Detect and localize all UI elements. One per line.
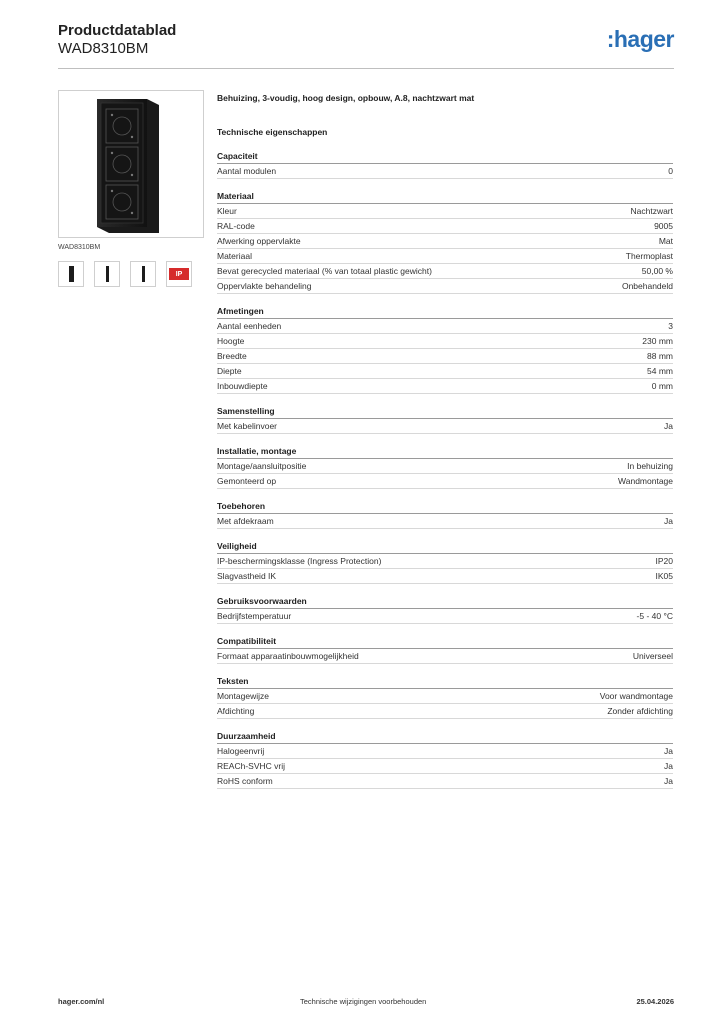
spec-label: Bevat gerecycled materiaal (% van totaal plastic gewicht): [217, 266, 432, 276]
spec-value: 0: [668, 166, 673, 176]
spec-value: 9005: [654, 221, 673, 231]
spec-label: Montagewijze: [217, 691, 269, 701]
spec-row: [217, 219, 673, 234]
spec-value: 3: [668, 321, 673, 331]
spec-value: 50,00 %: [641, 266, 673, 276]
spec-label: IP-beschermingsklasse (Ingress Protection): [217, 556, 382, 566]
spec-section: [217, 499, 673, 529]
thumbnail-ip-rating[interactable]: [166, 261, 192, 287]
spec-section: [217, 729, 673, 789]
spec-row: [217, 234, 673, 249]
footer-date: 25.04.2026: [636, 997, 674, 1006]
spec-row: [217, 334, 673, 349]
spec-label: RoHS conform: [217, 776, 273, 786]
spec-value: Ja: [664, 516, 673, 526]
thumbnail-strip: [58, 261, 204, 287]
spec-value: -5 - 40 °C: [636, 611, 673, 621]
ip-rating-icon: IP: [169, 268, 189, 280]
spec-row: [217, 704, 673, 719]
thumbnail-front[interactable]: [58, 261, 84, 287]
thumbnail-side-2[interactable]: [130, 261, 156, 287]
section-title: Installatie, montage: [217, 444, 673, 459]
page-title: Productdatablad: [58, 22, 177, 39]
spec-label: Montage/aansluitpositie: [217, 461, 307, 471]
spec-value: IP20: [655, 556, 673, 566]
enclosure-image: [59, 91, 203, 237]
spec-label: Formaat apparaatinbouwmogelijkheid: [217, 651, 359, 661]
spec-label: Met kabelinvoer: [217, 421, 278, 431]
section-title: Materiaal: [217, 189, 673, 204]
section-title: Duurzaamheid: [217, 729, 673, 744]
spec-section: [217, 539, 673, 584]
spec-row: [217, 264, 673, 279]
tech-properties-title: Technische eigenschappen: [217, 127, 328, 137]
spec-section: [217, 444, 673, 489]
spec-section: [217, 189, 673, 294]
spec-row: [217, 744, 673, 759]
thumbnail-side[interactable]: [94, 261, 120, 287]
spec-value: 0 mm: [651, 381, 673, 391]
spec-section: [217, 634, 673, 664]
spec-row: [217, 364, 673, 379]
spec-row: [217, 349, 673, 364]
spec-value: 88 mm: [647, 351, 673, 361]
spec-value: Nachtzwart: [630, 206, 673, 216]
spec-row: [217, 514, 673, 529]
spec-label: Slagvastheid IK: [217, 571, 277, 581]
product-media: [58, 90, 204, 287]
footer-website[interactable]: hager.com/nl: [58, 997, 105, 1006]
product-code: WAD8310BM: [58, 40, 149, 57]
section-title: Veiligheid: [217, 539, 673, 554]
spec-value: Ja: [664, 421, 673, 431]
spec-value: Onbehandeld: [621, 281, 673, 291]
spec-value: Wandmontage: [618, 476, 673, 486]
page-header: [58, 22, 674, 69]
spec-row: [217, 649, 673, 664]
spec-row: [217, 609, 673, 624]
spec-row: [217, 379, 673, 394]
spec-label: Afdichting: [217, 706, 255, 716]
spec-section: [217, 674, 673, 719]
spec-label: Halogeenvrij: [217, 746, 265, 756]
side-view-icon: [142, 266, 145, 282]
section-title: Gebruiksvoorwaarden: [217, 594, 673, 609]
section-title: Samenstelling: [217, 404, 673, 419]
spec-section: [217, 304, 673, 394]
spec-label: REACh-SVHC vrij: [217, 761, 286, 771]
spec-label: Breedte: [217, 351, 247, 361]
footer-disclaimer: Technische wijzigingen voorbehouden: [300, 997, 427, 1006]
product-description: Behuizing, 3-voudig, hoog design, opbouw, A.8, nachtzwart mat: [217, 93, 475, 103]
spec-section: [217, 594, 673, 624]
spec-panel: [217, 90, 673, 799]
spec-label: Oppervlakte behandeling: [217, 281, 312, 291]
spec-label: Aantal eenheden: [217, 321, 282, 331]
spec-row: [217, 204, 673, 219]
spec-row: [217, 459, 673, 474]
section-title: Capaciteit: [217, 149, 673, 164]
spec-value: Zonder afdichting: [607, 706, 673, 716]
spec-value: Universeel: [632, 651, 673, 661]
spec-label: Afwerking oppervlakte: [217, 236, 301, 246]
spec-label: Diepte: [217, 366, 242, 376]
spec-label: Gemonteerd op: [217, 476, 277, 486]
spec-row: [217, 554, 673, 569]
side-view-icon: [106, 266, 109, 282]
spec-row: [217, 689, 673, 704]
spec-label: Hoogte: [217, 336, 245, 346]
section-title: Toebehoren: [217, 499, 673, 514]
spec-label: Inbouwdiepte: [217, 381, 268, 391]
spec-row: [217, 759, 673, 774]
spec-section: [217, 149, 673, 179]
spec-value: Ja: [664, 761, 673, 771]
spec-value: Mat: [658, 236, 673, 246]
spec-row: [217, 164, 673, 179]
front-view-icon: [69, 266, 74, 282]
spec-label: Bedrijfstemperatuur: [217, 611, 292, 621]
section-title: Teksten: [217, 674, 673, 689]
spec-value: 230 mm: [642, 336, 673, 346]
section-title: Compatibiliteit: [217, 634, 673, 649]
spec-label: Met afdekraam: [217, 516, 274, 526]
spec-section: [217, 404, 673, 434]
spec-row: [217, 419, 673, 434]
spec-sections: [217, 149, 673, 789]
section-title: Afmetingen: [217, 304, 673, 319]
spec-value: IK05: [655, 571, 673, 581]
spec-label: Kleur: [217, 206, 237, 216]
spec-value: Voor wandmontage: [599, 691, 673, 701]
spec-value: Ja: [664, 746, 673, 756]
spec-label: Aantal modulen: [217, 166, 277, 176]
spec-value: Thermoplast: [625, 251, 673, 261]
spec-row: [217, 319, 673, 334]
spec-row: [217, 774, 673, 789]
spec-row: [217, 279, 673, 294]
spec-value: Ja: [664, 776, 673, 786]
spec-row: [217, 474, 673, 489]
spec-row: [217, 569, 673, 584]
spec-label: Materiaal: [217, 251, 252, 261]
hager-logo: :hager: [606, 26, 674, 52]
spec-value: In behuizing: [627, 461, 673, 471]
spec-row: [217, 249, 673, 264]
spec-value: 54 mm: [647, 366, 673, 376]
product-image: [58, 90, 204, 238]
product-image-caption: WAD8310BM: [58, 244, 101, 251]
spec-label: RAL-code: [217, 221, 255, 231]
